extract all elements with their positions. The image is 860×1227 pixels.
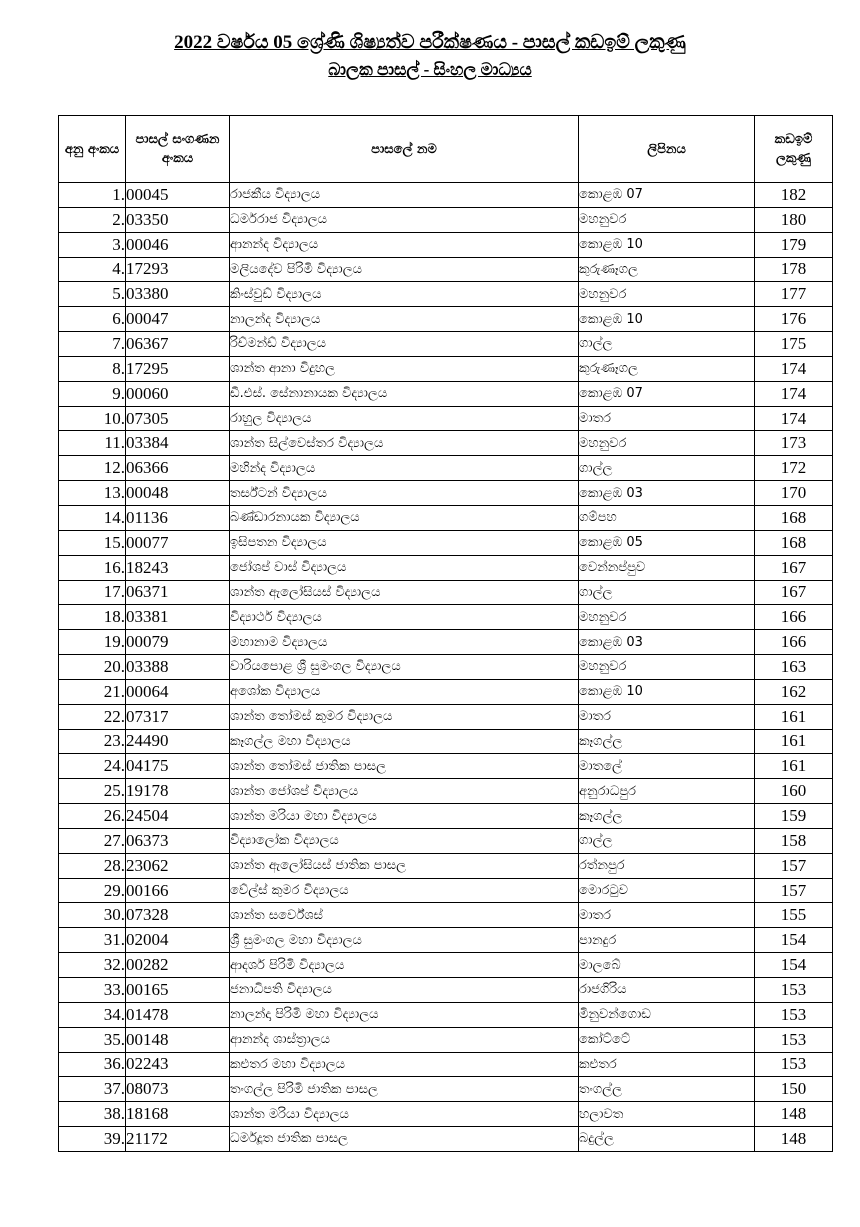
- row-index: 20.: [59, 655, 126, 680]
- row-index: 34.: [59, 1002, 126, 1027]
- cutoff-mark: 148: [755, 1102, 833, 1127]
- cutoff-mark: 173: [755, 431, 833, 456]
- school-name: ධර්මරාජ විද්‍යාලය: [230, 207, 579, 232]
- row-index: 37.: [59, 1077, 126, 1102]
- row-index: 10.: [59, 406, 126, 431]
- table-row: [59, 878, 833, 903]
- row-index: 32.: [59, 953, 126, 978]
- cutoff-mark: 166: [755, 630, 833, 655]
- table-row: [59, 1102, 833, 1127]
- school-address: වෙන්නප්පුව: [579, 555, 755, 580]
- cutoff-mark: 167: [755, 555, 833, 580]
- row-index: 29.: [59, 878, 126, 903]
- row-index: 28.: [59, 853, 126, 878]
- cutoff-mark: 177: [755, 282, 833, 307]
- table-row: [59, 580, 833, 605]
- school-code: 00148: [126, 1027, 230, 1052]
- school-address: කොළඹ 10: [579, 307, 755, 332]
- school-address: මාතලේ: [579, 754, 755, 779]
- table-row: [59, 232, 833, 257]
- cutoff-mark: 153: [755, 1027, 833, 1052]
- school-address: කොළඹ 03: [579, 630, 755, 655]
- school-address: මාතර: [579, 704, 755, 729]
- table-row: [59, 505, 833, 530]
- school-name: නාලන්ද විද්‍යාලය: [230, 307, 579, 332]
- table-row: [59, 406, 833, 431]
- school-code: 21172: [126, 1127, 230, 1152]
- school-code: 01136: [126, 505, 230, 530]
- table-row: [59, 953, 833, 978]
- row-index: 31.: [59, 928, 126, 953]
- school-code: 19178: [126, 779, 230, 804]
- table-row: [59, 456, 833, 481]
- school-address: මාලබේ: [579, 953, 755, 978]
- table-row: [59, 555, 833, 580]
- school-address: පානදුර: [579, 928, 755, 953]
- school-address: ගාල්ල: [579, 580, 755, 605]
- school-code: 03380: [126, 282, 230, 307]
- table-row: [59, 1002, 833, 1027]
- row-index: 13.: [59, 481, 126, 506]
- row-index: 12.: [59, 456, 126, 481]
- school-name: ශාන්ත තෝමස් ජාතික පාසල: [230, 754, 579, 779]
- school-code: 24504: [126, 804, 230, 829]
- school-address: ගාල්ල: [579, 332, 755, 357]
- school-name: වේල්ස් කුමර විද්‍යාලය: [230, 878, 579, 903]
- school-name: ශාන්ත ඇලෝසියස් විද්‍යාලය: [230, 580, 579, 605]
- school-name: ඉසිපතන විද්‍යාලය: [230, 530, 579, 555]
- school-address: මහනුවර: [579, 207, 755, 232]
- row-index: 30.: [59, 903, 126, 928]
- cutoff-mark: 179: [755, 232, 833, 257]
- cutoff-mark: 172: [755, 456, 833, 481]
- school-code: 00048: [126, 481, 230, 506]
- cutoff-mark: 158: [755, 828, 833, 853]
- row-index: 19.: [59, 630, 126, 655]
- school-code: 23062: [126, 853, 230, 878]
- cutoff-mark: 155: [755, 903, 833, 928]
- school-code: 00064: [126, 679, 230, 704]
- cutoff-mark: 157: [755, 853, 833, 878]
- school-code: 18168: [126, 1102, 230, 1127]
- cutoff-mark: 161: [755, 704, 833, 729]
- row-index: 9.: [59, 381, 126, 406]
- school-code: 03350: [126, 207, 230, 232]
- school-code: 02243: [126, 1052, 230, 1077]
- school-code: 01478: [126, 1002, 230, 1027]
- school-name: ශාන්ත ඇලෝසියස් ජාතික පාසල: [230, 853, 579, 878]
- table-row: [59, 356, 833, 381]
- row-index: 26.: [59, 804, 126, 829]
- school-name: ඩී.එස්. සේනානායක විද්‍යාලය: [230, 381, 579, 406]
- school-name: මහින්ද විද්‍යාලය: [230, 456, 579, 481]
- table-row: [59, 530, 833, 555]
- school-name: කළුතර මහා විද්‍යාලය: [230, 1052, 579, 1077]
- row-index: 3.: [59, 232, 126, 257]
- school-code: 00045: [126, 183, 230, 208]
- school-name: තර්ස්ටන් විද්‍යාලය: [230, 481, 579, 506]
- school-address: කොළඹ 07: [579, 381, 755, 406]
- school-address: රත්නපුර: [579, 853, 755, 878]
- document-subtitle: බාලක පාසල් - සිංහල මාධ්‍යය: [328, 60, 532, 79]
- cutoff-mark: 167: [755, 580, 833, 605]
- school-code: 00079: [126, 630, 230, 655]
- row-index: 8.: [59, 356, 126, 381]
- table-row: [59, 754, 833, 779]
- school-code: 06367: [126, 332, 230, 357]
- row-index: 2.: [59, 207, 126, 232]
- row-index: 18.: [59, 605, 126, 630]
- cutoff-mark: 153: [755, 1052, 833, 1077]
- cutoff-mark: 154: [755, 928, 833, 953]
- school-address: මහනුවර: [579, 605, 755, 630]
- school-name: නාලන්දා පිරිමි මහා විද්‍යාලය: [230, 1002, 579, 1027]
- table-row: [59, 729, 833, 754]
- row-index: 17.: [59, 580, 126, 605]
- school-code: 00060: [126, 381, 230, 406]
- school-code: 00047: [126, 307, 230, 332]
- cutoff-mark: 150: [755, 1077, 833, 1102]
- table-row: [59, 481, 833, 506]
- school-name: කෑගල්ල මහා විද්‍යාලය: [230, 729, 579, 754]
- row-index: 27.: [59, 828, 126, 853]
- school-address: රාජගිරිය: [579, 978, 755, 1003]
- school-name: මහානාම විද්‍යාලය: [230, 630, 579, 655]
- row-index: 4.: [59, 257, 126, 282]
- table-row: [59, 332, 833, 357]
- cutoff-mark: 159: [755, 804, 833, 829]
- cutoff-mark: 161: [755, 729, 833, 754]
- table-row: [59, 605, 833, 630]
- cutoff-mark: 153: [755, 1002, 833, 1027]
- school-address: කුරුණෑගල: [579, 356, 755, 381]
- row-index: 39.: [59, 1127, 126, 1152]
- cutoff-mark: 176: [755, 307, 833, 332]
- cutoff-mark: 153: [755, 978, 833, 1003]
- header-school-name: පාසලේ නම: [230, 116, 579, 183]
- cutoff-mark: 157: [755, 878, 833, 903]
- table-row: [59, 928, 833, 953]
- school-name: තංගල්ල පිරිමි ජාතික පාසල: [230, 1077, 579, 1102]
- school-address: මාතර: [579, 406, 755, 431]
- school-name: ජනාධිපති විද්‍යාලය: [230, 978, 579, 1003]
- school-name: ශාන්ත ජෝශප් විද්‍යාලය: [230, 779, 579, 804]
- cutoff-mark: 182: [755, 183, 833, 208]
- school-address: මහනුවර: [579, 282, 755, 307]
- school-name: රිච්මන්ඩ් විද්‍යාලය: [230, 332, 579, 357]
- row-index: 35.: [59, 1027, 126, 1052]
- school-address: ගාල්ල: [579, 828, 755, 853]
- cutoff-mark: 166: [755, 605, 833, 630]
- table-row: [59, 679, 833, 704]
- school-address: අනුරාධපුර: [579, 779, 755, 804]
- table-row: [59, 282, 833, 307]
- school-address: කෝට්ටේ: [579, 1027, 755, 1052]
- school-address: ගම්පහ: [579, 505, 755, 530]
- school-address: කොළඹ 07: [579, 183, 755, 208]
- school-code: 07305: [126, 406, 230, 431]
- cutoff-mark: 168: [755, 505, 833, 530]
- school-address: කෑගල්ල: [579, 729, 755, 754]
- school-name: ශාන්ත සිල්වෙස්තර විද්‍යාලය: [230, 431, 579, 456]
- cutoff-mark: 154: [755, 953, 833, 978]
- school-code: 07328: [126, 903, 230, 928]
- school-name: මලියදේව පිරිමි විද්‍යාලය: [230, 257, 579, 282]
- school-code: 03384: [126, 431, 230, 456]
- table-row: [59, 257, 833, 282]
- school-address: මහනුවර: [579, 431, 755, 456]
- cutoff-mark: 170: [755, 481, 833, 506]
- table-row: [59, 655, 833, 680]
- school-name: ආනන්ද විද්‍යාලය: [230, 232, 579, 257]
- cutoff-mark: 175: [755, 332, 833, 357]
- table-row: [59, 804, 833, 829]
- cutoff-mark: 174: [755, 406, 833, 431]
- cutoff-mark: 174: [755, 381, 833, 406]
- school-code: 24490: [126, 729, 230, 754]
- table-row: [59, 431, 833, 456]
- cutoff-marks-table: [58, 115, 833, 1152]
- cutoff-mark: 162: [755, 679, 833, 704]
- table-row: [59, 1077, 833, 1102]
- school-name: වාරියපොළ ශ්‍රී සුමංගල විද්‍යාලය: [230, 655, 579, 680]
- row-index: 16.: [59, 555, 126, 580]
- table-header-row: [59, 116, 833, 183]
- school-address: තංගල්ල: [579, 1077, 755, 1102]
- cutoff-mark: 168: [755, 530, 833, 555]
- school-name: ශාන්ත සර්වේශස්: [230, 903, 579, 928]
- table-row: [59, 307, 833, 332]
- school-address: මිනුවන්ගොඩ: [579, 1002, 755, 1027]
- table-row: [59, 183, 833, 208]
- row-index: 38.: [59, 1102, 126, 1127]
- row-index: 14.: [59, 505, 126, 530]
- school-code: 06373: [126, 828, 230, 853]
- row-index: 22.: [59, 704, 126, 729]
- school-code: 18243: [126, 555, 230, 580]
- school-name: ශාන්ත මරියා විද්‍යාලය: [230, 1102, 579, 1127]
- school-code: 06371: [126, 580, 230, 605]
- school-address: කොළඹ 10: [579, 232, 755, 257]
- school-name: බණ්ඩාරනායක විද්‍යාලය: [230, 505, 579, 530]
- cutoff-mark: 148: [755, 1127, 833, 1152]
- school-code: 00166: [126, 878, 230, 903]
- table-row: [59, 1052, 833, 1077]
- cutoff-mark: 178: [755, 257, 833, 282]
- table-body: [59, 183, 833, 1152]
- school-name: අශෝක විද්‍යාලය: [230, 679, 579, 704]
- cutoff-mark: 163: [755, 655, 833, 680]
- school-name: ජෝශප් වාස් විද්‍යාලය: [230, 555, 579, 580]
- row-index: 1.: [59, 183, 126, 208]
- school-name: ධර්මදූත ජාතික පාසල: [230, 1127, 579, 1152]
- row-index: 15.: [59, 530, 126, 555]
- cutoff-mark: 174: [755, 356, 833, 381]
- table-row: [59, 978, 833, 1003]
- row-index: 36.: [59, 1052, 126, 1077]
- row-index: 7.: [59, 332, 126, 357]
- school-name: විද්‍යාර්ථ විද්‍යාලය: [230, 605, 579, 630]
- school-code: 08073: [126, 1077, 230, 1102]
- table-row: [59, 207, 833, 232]
- table-row: [59, 779, 833, 804]
- table-row: [59, 704, 833, 729]
- school-address: මාතර: [579, 903, 755, 928]
- cutoff-mark: 180: [755, 207, 833, 232]
- school-code: 04175: [126, 754, 230, 779]
- school-code: 03388: [126, 655, 230, 680]
- school-name: ආදර්ශ පිරිමි විද්‍යාලය: [230, 953, 579, 978]
- row-index: 11.: [59, 431, 126, 456]
- row-index: 23.: [59, 729, 126, 754]
- school-code: 06366: [126, 456, 230, 481]
- header-address: ලිපිනය: [579, 116, 755, 183]
- school-name: ආනන්ද ශාස්ත්‍රාලය: [230, 1027, 579, 1052]
- table-row: [59, 630, 833, 655]
- school-name: විද්‍යාලෝක විද්‍යාලය: [230, 828, 579, 853]
- school-code: 17293: [126, 257, 230, 282]
- table-row: [59, 828, 833, 853]
- header-school-code: පාසල් සංගණන අංකය: [126, 116, 230, 183]
- school-address: හලාවත: [579, 1102, 755, 1127]
- school-code: 02004: [126, 928, 230, 953]
- header-index: අනු අංකය: [59, 116, 126, 183]
- cutoff-mark: 160: [755, 779, 833, 804]
- school-address: කළුතර: [579, 1052, 755, 1077]
- document-title: 2022 වර්ෂය 05 ශ්‍රේණි ශිෂ්‍යත්ව පරීක්ෂණය - පාසල් කඩඉම් ලකුණු: [174, 32, 686, 53]
- school-address: ගාල්ල: [579, 456, 755, 481]
- table-row: [59, 1127, 833, 1152]
- table-row: [59, 853, 833, 878]
- cutoff-mark: 161: [755, 754, 833, 779]
- row-index: 21.: [59, 679, 126, 704]
- school-name: ශ්‍රී සුමංගල මහා විද්‍යාලය: [230, 928, 579, 953]
- school-address: මහනුවර: [579, 655, 755, 680]
- school-name: රාජකීය විද්‍යාලය: [230, 183, 579, 208]
- school-code: 00165: [126, 978, 230, 1003]
- row-index: 33.: [59, 978, 126, 1003]
- school-code: 07317: [126, 704, 230, 729]
- table-row: [59, 381, 833, 406]
- school-address: කොළඹ 03: [579, 481, 755, 506]
- school-code: 00046: [126, 232, 230, 257]
- school-address: කොළඹ 05: [579, 530, 755, 555]
- school-address: කොළඹ 10: [579, 679, 755, 704]
- school-name: ශාන්ත තෝමස් කුමර විද්‍යාලය: [230, 704, 579, 729]
- row-index: 24.: [59, 754, 126, 779]
- school-code: 00282: [126, 953, 230, 978]
- school-address: මොරටුව: [579, 878, 755, 903]
- school-name: කිංස්වුඩ් විද්‍යාලය: [230, 282, 579, 307]
- school-address: කෑගල්ල: [579, 804, 755, 829]
- row-index: 6.: [59, 307, 126, 332]
- school-name: ශාන්ත ආනා විදුහල: [230, 356, 579, 381]
- school-name: ශාන්ත මරියා මහා විද්‍යාලය: [230, 804, 579, 829]
- school-name: රාහුල විද්‍යාලය: [230, 406, 579, 431]
- school-code: 00077: [126, 530, 230, 555]
- row-index: 5.: [59, 282, 126, 307]
- table-row: [59, 1027, 833, 1052]
- header-cutoff: කඩඉම් ලකුණු: [755, 116, 833, 183]
- table-row: [59, 903, 833, 928]
- school-code: 17295: [126, 356, 230, 381]
- school-address: බදුල්ල: [579, 1127, 755, 1152]
- school-code: 03381: [126, 605, 230, 630]
- school-address: කුරුණෑගල: [579, 257, 755, 282]
- row-index: 25.: [59, 779, 126, 804]
